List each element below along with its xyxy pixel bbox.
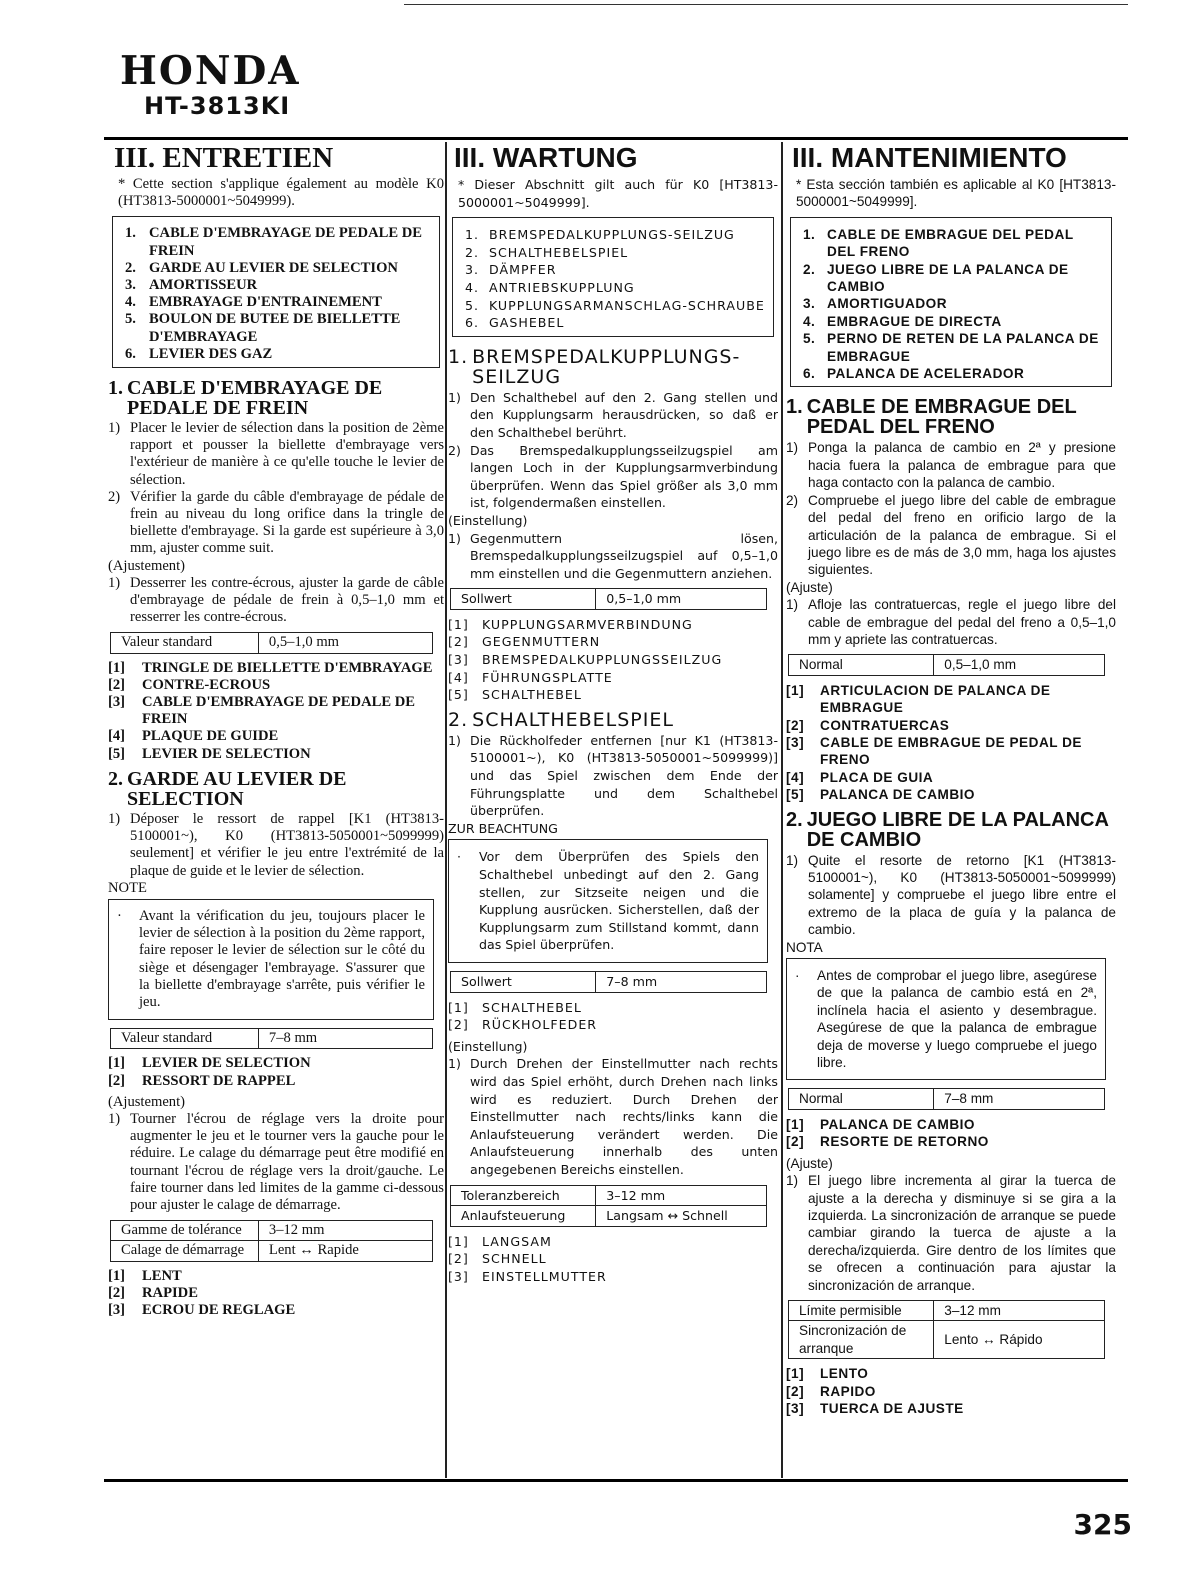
- contents-item-label: PERNO DE RETEN DE LA PALANCA DE EMBRAGUE: [827, 331, 1099, 364]
- section-title: SCHALTHEBELSPIEL: [472, 708, 674, 731]
- parts-legend-item-number: [1]: [786, 1366, 805, 1382]
- procedure-step: [448, 389, 778, 442]
- parts-legend-item: [786, 1383, 1116, 1400]
- section-title: CABLE D'EMBRAYAGE DE PEDALE DE FREIN: [127, 377, 383, 420]
- parts-legend-item-label: PALANCA DE CAMBIO: [820, 787, 976, 803]
- parts-legend-item: [448, 686, 778, 704]
- parts-legend-item-number: [4]: [786, 769, 805, 785]
- section-heading: [108, 378, 444, 418]
- contents-item-number: 6.: [465, 315, 480, 331]
- contents-item-number: 6.: [803, 366, 816, 382]
- parts-legend-item: [448, 1268, 778, 1286]
- parts-legend-item-label: EINSTELLMUTTER: [482, 1268, 607, 1284]
- parts-legend-item-label: ARTICULACION DE PALANCA DE EMBRAGUE: [820, 682, 1051, 716]
- contents-item: [799, 365, 1103, 382]
- parts-legend-item: [108, 677, 444, 694]
- adjustment-step-label: Gegenmuttern lösen, Bremspedalkupplungsseilzugspiel auf 0,5–1,0 mm einstellen und die Gegenmuttern anziehen.: [470, 530, 778, 581]
- parts-legend-item-label: LENTO: [820, 1366, 869, 1382]
- contents-item-number: 6.: [125, 345, 136, 362]
- parts-legend-item: [108, 660, 444, 677]
- parts-legend-item-label: RAPIDE: [142, 1284, 198, 1301]
- adjustment-label: (Ajuste): [786, 579, 833, 595]
- parts-legend-item: [108, 1285, 444, 1302]
- parts-legend-item-number: [4]: [108, 728, 126, 745]
- parts-legend: [108, 1055, 444, 1089]
- parts-legend-item-label: CONTRATUERCAS: [820, 717, 950, 733]
- parts-legend-item-number: [5]: [108, 745, 126, 762]
- section-heading: [448, 347, 778, 387]
- section-number: 2.: [786, 808, 803, 831]
- parts-legend-item-label: CABLE D'EMBRAYAGE DE PEDALE DE FREIN: [142, 694, 416, 728]
- parts-legend-item-label: LEVIER DE SELECTION: [142, 1055, 311, 1072]
- parts-legend-item-number: [3]: [448, 652, 469, 668]
- parts-legend-item-number: [5]: [448, 687, 469, 703]
- contents-box: [790, 217, 1112, 388]
- page-number: 325: [1073, 1508, 1132, 1541]
- parts-legend-item-label: CONTRE-ECROUS: [142, 676, 271, 693]
- parts-legend-item-number: [5]: [786, 787, 805, 803]
- parts-legend-item: [448, 999, 778, 1017]
- column-spanish: [786, 142, 1116, 1476]
- spec-value: 7–8 mm: [596, 971, 767, 992]
- section-title: CABLE DE EMBRAGUE DEL PEDAL DEL FRENO: [806, 396, 1077, 439]
- parts-legend-item-number: [4]: [448, 669, 469, 685]
- adjustment-step: [786, 596, 1116, 648]
- procedure-step: [108, 420, 444, 489]
- note-box: [108, 899, 434, 1020]
- parts-legend-item-label: RESSORT DE RAPPEL: [142, 1072, 296, 1089]
- spec-value: 0,5–1,0 mm: [258, 633, 432, 653]
- chapter-title: III. WARTUNG: [454, 142, 638, 173]
- parts-legend-item: [448, 616, 778, 634]
- bullet-icon: ·: [457, 849, 462, 865]
- contents-item: [461, 226, 765, 244]
- parts-legend-item-number: [3]: [108, 1301, 126, 1318]
- spec-key: Sollwert: [451, 589, 596, 610]
- parts-legend-item-number: [2]: [448, 634, 469, 650]
- parts-legend-item-number: [2]: [108, 676, 126, 693]
- spec-value: 7–8 mm: [934, 1089, 1105, 1109]
- parts-legend-item-number: [2]: [108, 1284, 126, 1301]
- procedure-step: [786, 439, 1116, 491]
- spec-key: Límite permisible: [789, 1300, 934, 1320]
- contents-item-label: ANTRIEBSKUPPLUNG: [489, 279, 635, 295]
- parts-legend-item-label: RÜCKHOLFEDER: [482, 1017, 598, 1033]
- parts-legend-item-label: RAPIDO: [820, 1383, 876, 1399]
- spec-key: Valeur standard: [111, 633, 259, 653]
- contents-item-label: AMORTISSEUR: [149, 277, 258, 294]
- contents-box: [452, 217, 774, 337]
- contents-item-number: 5.: [803, 331, 816, 347]
- contents-item-label: SCHALTHEBELSPIEL: [489, 244, 629, 260]
- parts-legend-item-number: [1]: [108, 659, 126, 676]
- section-heading: [786, 397, 1116, 437]
- contents-item: [461, 244, 765, 262]
- parts-legend-item: [786, 1133, 1116, 1150]
- parts-legend-item: [448, 633, 778, 651]
- spec-row: [111, 633, 433, 653]
- spec-row: [789, 655, 1105, 675]
- section-number: 1.: [108, 377, 123, 400]
- spec-value: 3–12 mm: [934, 1300, 1105, 1320]
- parts-legend: [108, 1268, 444, 1320]
- section-heading: [448, 710, 778, 730]
- procedure-step: [108, 489, 444, 558]
- contents-item: [799, 313, 1103, 330]
- adjustment-step: [108, 575, 444, 627]
- note-text: Avant la vérification du jeu, toujours placer le levier de sélection à la position du 2ème rapport, faire reposer le levier de sélection sur le côté du siège et désengager l'embrayage. S'assurer que la biellette d'embrayage s'arrête, puis vérifier le jeu.: [139, 907, 425, 1010]
- footer-rule: [104, 1479, 1128, 1482]
- procedure-step-label: Compruebe el juego libre del cable de embrague del pedal del freno en orificio largo de la articulación de la palanca de embrague. Si el juego libre es de más de 3,0 mm, haga los ajustes siguientes.: [808, 492, 1116, 578]
- parts-legend-item: [448, 1016, 778, 1034]
- parts-legend-item-label: GEGENMUTTERN: [482, 634, 601, 650]
- spec-table: [788, 1088, 1105, 1109]
- parts-legend-item: [448, 669, 778, 687]
- procedure-step-label: Den Schalthebel auf den 2. Gang stellen und den Kupplungsarm herausdrücken, so daß er den Schalthebel berührt.: [470, 389, 778, 440]
- parts-legend-item: [108, 1055, 444, 1072]
- procedure-step-number: 1): [108, 810, 121, 827]
- parts-legend-item: [786, 734, 1116, 769]
- parts-legend: [108, 660, 444, 763]
- parts-legend: [448, 616, 778, 704]
- parts-legend-item-label: BREMSPEDALKUPPLUNGSSEILZUG: [482, 652, 723, 668]
- contents-item-label: BOULON DE BUTEE DE BIELLETTE D'EMBRAYAGE: [149, 311, 401, 345]
- parts-legend: [786, 682, 1116, 804]
- spec-row: [111, 1221, 433, 1241]
- parts-legend-item: [786, 682, 1116, 717]
- parts-legend-item-number: [2]: [108, 1072, 126, 1089]
- procedure-step-number: 1): [786, 852, 799, 868]
- procedure-step: [108, 811, 444, 880]
- adjustment-step-number: 1): [786, 1173, 799, 1189]
- parts-legend-item: [448, 1250, 778, 1268]
- brand-logo: HONDA: [120, 48, 301, 94]
- contents-item: [461, 297, 765, 315]
- adjustment-label: (Ajustement): [108, 1093, 186, 1110]
- spec-value: Langsam ↔ Schnell: [596, 1206, 767, 1227]
- section-number: 2.: [448, 708, 469, 731]
- adjustment-label: (Ajustement): [108, 557, 186, 574]
- contents-item-number: 5.: [465, 297, 480, 313]
- adjustment-step-number: 1): [108, 574, 121, 591]
- parts-legend-item-number: [1]: [448, 1233, 469, 1249]
- spec-key: Normal: [789, 655, 934, 675]
- procedure-step: [786, 492, 1116, 579]
- contents-box: [112, 216, 440, 368]
- procedure-step-label: Die Rückholfeder entfernen [nur K1 (HT3813-5100001~), K0 (HT3813-5050001~5099999)] und das Spiel zwischen dem Ende der Führungsplatte und dem Schalthebel überprüfen.: [470, 732, 778, 819]
- spec-row: [451, 1185, 767, 1206]
- contents-item-label: EMBRAYAGE D'ENTRAINEMENT: [149, 294, 382, 311]
- section-title: BREMSPEDALKUPPLUNGS-SEILZUG: [472, 345, 741, 388]
- column-french: [108, 142, 444, 1476]
- adjustment-label: (Einstellung): [448, 1038, 528, 1054]
- parts-legend: [786, 1116, 1116, 1151]
- parts-legend-item-number: [1]: [448, 616, 469, 632]
- adjustment-step-label: Durch Drehen der Einstellmutter nach rechts wird das Spiel erhöht, durch Drehen nach links wird es reduziert. Durch Drehen der Einstellmutter nach rechts/links kann die Anlaufsteuerung verändert werden. Die Anlaufsteuerung innerhalb des unten angegebenen Bereichs einstellen.: [470, 1056, 778, 1177]
- parts-legend-item-number: [2]: [786, 717, 805, 733]
- bullet-icon: ·: [795, 968, 800, 984]
- adjustment-step-label: Desserrer les contre-écrous, ajuster la garde de câble d'embrayage de pédale de frein à 0,5–1,0 mm et resserrer les contre-écrous.: [130, 574, 444, 626]
- contents-item: [461, 314, 765, 332]
- section-number: 1.: [448, 345, 469, 368]
- spec-table: [110, 1220, 433, 1261]
- contents-item-label: DÄMPFER: [489, 262, 557, 278]
- contents-item: [461, 261, 765, 279]
- parts-legend-item-number: [2]: [786, 1134, 805, 1150]
- parts-legend-item: [108, 1302, 444, 1319]
- contents-item: [121, 346, 431, 363]
- parts-legend-item-label: SCHALTHEBEL: [482, 999, 582, 1015]
- adjustment-step-label: El juego libre incrementa al girar la tuerca de ajuste a la derecha y disminuye si se gira a la izquierda. La sincronización de arranque se puede cambiar girando la tuerca de ajuste a la derecha/izquierda. Gire dentro de los límites que se ofrecen a continuación para ajustar la sincronización de arranque.: [808, 1173, 1116, 1293]
- procedure-step-number: 1): [786, 440, 799, 456]
- adjustment-step-number: 1): [108, 1110, 121, 1127]
- parts-legend-item-number: [1]: [108, 1267, 126, 1284]
- spec-value: 7–8 mm: [258, 1029, 432, 1049]
- contents-item-label: PALANCA DE ACELERADOR: [827, 366, 1025, 382]
- contents-item-number: 4.: [803, 313, 816, 329]
- spec-value: 3–12 mm: [596, 1185, 767, 1206]
- contents-item-label: KUPPLUNGSARMANSCHLAG-SCHRAUBE: [489, 297, 765, 313]
- adjustment-step: [448, 530, 778, 583]
- applicability-note: * Dieser Abschnitt gilt auch für K0 [HT3813-5000001~5049999].: [458, 177, 778, 210]
- parts-legend-item-number: [1]: [786, 682, 805, 698]
- spec-row: [789, 1300, 1105, 1320]
- parts-legend-item: [448, 1233, 778, 1251]
- spec-table: [110, 1028, 433, 1049]
- parts-legend-item-label: PLAQUE DE GUIDE: [142, 728, 279, 745]
- adjustment-label: (Einstellung): [448, 512, 528, 528]
- parts-legend-item-label: LENT: [142, 1267, 182, 1284]
- procedure-step-number: 1): [448, 389, 461, 405]
- procedure-step-label: Vérifier la garde du câble d'embrayage de pédale de frein au niveau du long orifice dans la tringle de biellette d'embrayage. Si la garde est supérieure à 3,0 mm, ajuster comme suit.: [130, 488, 444, 557]
- parts-legend-item-label: LEVIER DE SELECTION: [142, 745, 311, 762]
- contents-item-number: 1.: [125, 225, 136, 242]
- parts-legend-item-label: KUPPLUNGSARMVERBINDUNG: [482, 616, 693, 632]
- adjustment-step-label: Afloje las contratuercas, regle el juego libre del cable de embrague del pedal del freno a 0,5–1,0 mm y apriete las contratuercas.: [808, 597, 1116, 647]
- chapter-title: III. ENTRETIEN: [114, 142, 334, 174]
- spec-table: [450, 1185, 767, 1227]
- spec-value: 3–12 mm: [258, 1221, 432, 1241]
- spec-table: [450, 971, 767, 993]
- contents-item: [799, 330, 1103, 365]
- model-number: HT-3813KI: [144, 92, 291, 120]
- spec-key: Calage de démarrage: [111, 1241, 259, 1261]
- note-label: NOTA: [786, 939, 823, 955]
- spec-row: [789, 1321, 1105, 1359]
- contents-item-label: GARDE AU LEVIER DE SELECTION: [149, 259, 398, 276]
- adjustment-step: [448, 1055, 778, 1178]
- adjustment-label: (Ajuste): [786, 1155, 833, 1171]
- section-number: 2.: [108, 767, 123, 790]
- column-divider: [445, 142, 447, 1478]
- spec-row: [789, 1089, 1105, 1109]
- parts-legend-item: [108, 1073, 444, 1090]
- parts-legend: [448, 999, 778, 1034]
- parts-legend-item: [108, 728, 444, 745]
- parts-legend-item-number: [3]: [448, 1268, 469, 1284]
- procedure-step: [448, 442, 778, 512]
- parts-legend-item-label: FÜHRUNGSPLATTE: [482, 669, 613, 685]
- parts-legend-item-label: TRINGLE DE BIELLETTE D'EMBRAYAGE: [142, 659, 433, 676]
- parts-legend-item-label: LANGSAM: [482, 1233, 552, 1249]
- top-rule: [404, 4, 1128, 5]
- spec-value: Lent ↔ Rapide: [258, 1241, 432, 1261]
- parts-legend-item: [108, 1268, 444, 1285]
- procedure-step-label: Quite el resorte de retorno [K1 (HT3813-5100001~), K0 (HT3813-5050001~5099999) solamente] y compruebe el juego libre entre el extremo de la placa de guía y la palanca de cambio.: [808, 852, 1116, 938]
- parts-legend: [786, 1365, 1116, 1417]
- adjustment-step-number: 1): [448, 530, 461, 546]
- contents-item: [461, 279, 765, 297]
- contents-item-number: 5.: [125, 311, 136, 328]
- contents-item-label: AMORTIGUADOR: [827, 296, 948, 312]
- parts-legend-item-number: [1]: [448, 999, 469, 1015]
- parts-legend-item: [108, 746, 444, 763]
- parts-legend-item-number: [2]: [448, 1251, 469, 1267]
- parts-legend-item: [786, 1400, 1116, 1417]
- spec-table: [110, 632, 433, 653]
- contents-item-label: EMBRAGUE DE DIRECTA: [827, 313, 1002, 329]
- parts-legend-item-label: ECROU DE REGLAGE: [142, 1301, 296, 1318]
- spec-table: [788, 1300, 1105, 1359]
- parts-legend-item-number: [1]: [786, 1116, 805, 1132]
- adjustment-step: [108, 1111, 444, 1214]
- parts-legend-item-label: RESORTE DE RETORNO: [820, 1134, 989, 1150]
- column-divider: [781, 142, 783, 1478]
- contents-item-number: 4.: [465, 279, 480, 295]
- parts-legend-item: [448, 651, 778, 669]
- contents-item-number: 4.: [125, 294, 136, 311]
- contents-item-label: JUEGO LIBRE DE LA PALANCA DE CAMBIO: [827, 261, 1069, 295]
- adjustment-step-number: 1): [448, 1056, 461, 1072]
- contents-item: [121, 311, 431, 345]
- section-title: GARDE AU LEVIER DE SELECTION: [127, 767, 347, 810]
- contents-item: [121, 260, 431, 277]
- procedure-step-label: Ponga la palanca de cambio en 2ª y presione hacia fuera la palanca de embrague para que haga contacto con la palanca de cambio.: [808, 440, 1116, 491]
- contents-item-number: 2.: [125, 259, 136, 276]
- section-heading: [108, 769, 444, 809]
- section-number: 1.: [786, 396, 803, 419]
- contents-item-number: 2.: [465, 244, 480, 260]
- spec-row: [451, 589, 767, 610]
- parts-legend-item: [786, 717, 1116, 734]
- applicability-note: * Cette section s'applique également au modèle K0 (HT3813-5000001~5049999).: [118, 176, 444, 210]
- applicability-note: * Esta sección también es aplicable al K0 [HT3813-5000001~5049999].: [796, 177, 1116, 210]
- parts-legend-item-number: [2]: [786, 1383, 805, 1399]
- parts-legend-item-label: CABLE DE EMBRAGUE DE PEDAL DE FRENO: [820, 734, 1082, 768]
- spec-row: [451, 1206, 767, 1227]
- parts-legend: [448, 1233, 778, 1286]
- spec-key: Sollwert: [451, 971, 596, 992]
- spec-table: [450, 588, 767, 610]
- parts-legend-item: [786, 1365, 1116, 1382]
- contents-item-label: GASHEBEL: [489, 315, 565, 331]
- parts-legend-item-number: [3]: [786, 1400, 805, 1416]
- spec-key: Normal: [789, 1089, 934, 1109]
- spec-row: [451, 971, 767, 992]
- parts-legend-item: [786, 769, 1116, 786]
- parts-legend-item-label: SCHALTHEBEL: [482, 687, 582, 703]
- note-box: [448, 839, 768, 963]
- parts-legend-item-number: [1]: [108, 1055, 126, 1072]
- contents-item: [799, 261, 1103, 296]
- spec-value: Lento ↔ Rápido: [934, 1321, 1105, 1359]
- parts-legend-item-label: SCHNELL: [482, 1251, 547, 1267]
- contents-item-label: LEVIER DES GAZ: [149, 345, 273, 362]
- procedure-step-number: 2): [448, 442, 461, 458]
- spec-key: Sincronización de arranque: [789, 1321, 934, 1359]
- section-heading: [786, 810, 1116, 850]
- note-label: ZUR BEACHTUNG: [448, 820, 558, 836]
- parts-legend-item-label: PLACA DE GUIA: [820, 769, 934, 785]
- parts-legend-item: [786, 1116, 1116, 1133]
- section-title: JUEGO LIBRE DE LA PALANCA DE CAMBIO: [806, 808, 1109, 851]
- contents-item: [799, 226, 1103, 261]
- note-text: Antes de comprobar el juego libre, asegúrese de que la palanca de cambio está en 2ª, inclínela hacia el asiento y desembrague. Asegúrese de que la palanca de embrague deja de moverse y luego compruebe el juego libre.: [817, 968, 1097, 1071]
- header-rule: [104, 137, 1128, 140]
- procedure-step-number: 1): [108, 420, 121, 437]
- note-text: Vor dem Überprüfen des Spiels den Schalthebel unbedingt auf den 2. Gang stellen, zur Sitzseite neigen und die Kupplung ausrücken. Sicherstellen, daß der Kupplungsarm zum Stillstand kommt, dann das Spiel überprüfen.: [479, 849, 759, 953]
- spec-row: [111, 1029, 433, 1049]
- adjustment-step-number: 1): [786, 597, 799, 613]
- spec-value: 0,5–1,0 mm: [596, 589, 767, 610]
- spec-key: Toleranzbereich: [451, 1185, 596, 1206]
- spec-key: Anlaufsteuerung: [451, 1206, 596, 1227]
- spec-table: [788, 654, 1105, 675]
- note-label: NOTE: [108, 879, 147, 896]
- procedure-step-number: 2): [108, 488, 121, 505]
- parts-legend-item: [786, 786, 1116, 803]
- parts-legend-item-number: [2]: [448, 1017, 469, 1033]
- contents-item-label: CABLE DE EMBRAGUE DEL PEDAL DEL FRENO: [827, 226, 1074, 260]
- parts-legend-item-label: PALANCA DE CAMBIO: [820, 1116, 976, 1132]
- chapter-title: III. MANTENIMIENTO: [792, 142, 1067, 173]
- procedure-step-label: Placer le levier de sélection dans la position de 2ème rapport et pousser la biellette d'embrayage vers l'extérieur de manière à ce qu'elle touche le levier de sélection.: [130, 420, 444, 488]
- contents-item: [121, 225, 431, 259]
- procedure-step-label: Déposer le ressort de rappel [K1 (HT3813-5100001~), K0 (HT3813-5050001~5099999) seulement] et vérifier le jeu entre l'extrémité de la plaque de guide et le levier de sélection.: [130, 810, 444, 879]
- contents-item-number: 3.: [125, 277, 136, 294]
- parts-legend-item-number: [3]: [108, 694, 126, 711]
- contents-item-number: 3.: [465, 262, 480, 278]
- procedure-step-number: 2): [786, 492, 799, 508]
- note-box: [786, 958, 1106, 1080]
- contents-item-number: 3.: [803, 296, 816, 312]
- contents-item-number: 1.: [465, 227, 480, 243]
- contents-item: [121, 277, 431, 294]
- contents-item-label: CABLE D'EMBRAYAGE DE PEDALE DE FREIN: [149, 225, 423, 259]
- parts-legend-item-number: [3]: [786, 734, 805, 750]
- adjustment-step-label: Tourner l'écrou de réglage vers la droite pour augmenter le jeu et le tourner vers la gauche pour le réduire. Le calage du démarrage peut être modifié en tournant l'écrou de réglage vers la droit/gauche. Le faire tourner dans led limites de la gamme ci-dessous pour ajuster le calage de démarrage.: [130, 1110, 444, 1213]
- contents-item-number: 2.: [803, 261, 816, 277]
- contents-item-label: BREMSPEDALKUPPLUNGS-SEILZUG: [489, 227, 735, 243]
- column-german: [448, 142, 778, 1476]
- procedure-step-number: 1): [448, 732, 461, 748]
- parts-legend-item: [108, 694, 444, 728]
- parts-legend-item-label: TUERCA DE AJUSTE: [820, 1400, 964, 1416]
- spec-value: 0,5–1,0 mm: [934, 655, 1105, 675]
- spec-key: Gamme de tolérance: [111, 1221, 259, 1241]
- procedure-step: [448, 732, 778, 820]
- bullet-icon: ·: [117, 907, 122, 924]
- contents-item-number: 1.: [803, 226, 816, 242]
- contents-item: [121, 294, 431, 311]
- spec-key: Valeur standard: [111, 1029, 259, 1049]
- procedure-step-label: Das Bremspedalkupplungsseilzugspiel am langen Loch in der Kupplungsarmverbindung überprüfen. Wenn das Spiel größer als 3,0 mm ist, folgendermaßen einstellen.: [470, 442, 778, 511]
- procedure-step: [786, 852, 1116, 939]
- spec-row: [111, 1241, 433, 1261]
- adjustment-step: [786, 1172, 1116, 1294]
- contents-item: [799, 295, 1103, 312]
